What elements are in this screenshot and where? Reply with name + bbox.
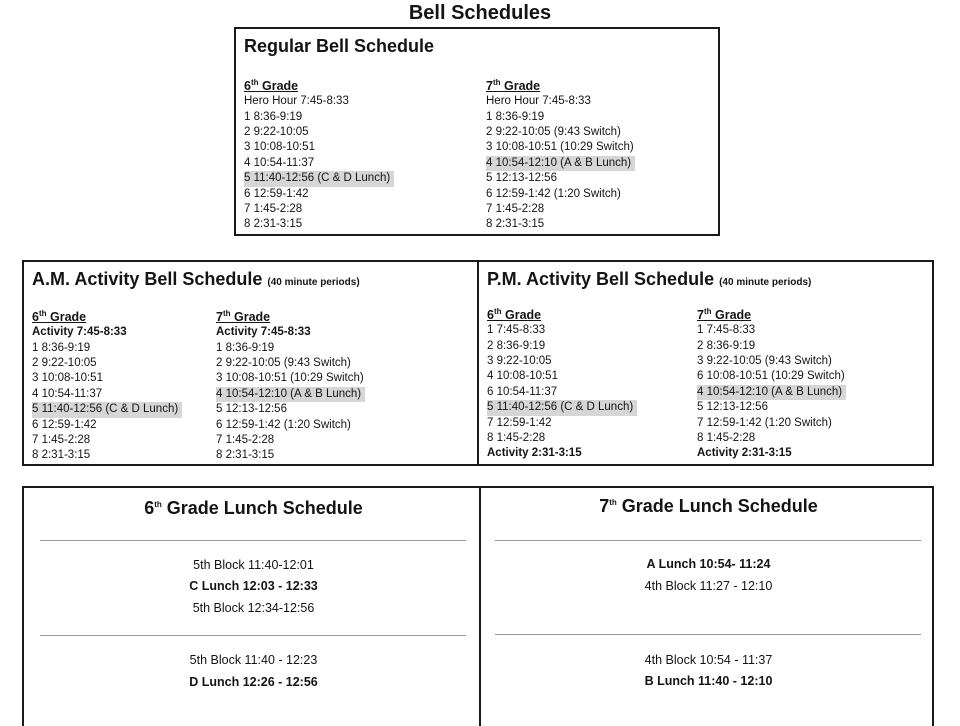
lunch7-row: 4th Block 11:27 - 12:10 (644, 579, 773, 593)
schedule-period-row: 4 10:54-11:37 (32, 387, 103, 400)
schedule-period-row: 2 9:22-10:05 (9:43 Switch) (486, 125, 621, 138)
schedule-period-row: 8 2:31-3:15 (486, 218, 545, 231)
schedule-period-row: 5 12:13-12:56 (216, 403, 287, 416)
grade-header: 7th Grade (697, 307, 752, 323)
regular-schedule-title: Regular Bell Schedule (244, 36, 435, 56)
schedule-period-row: 8 1:45-2:28 (697, 432, 756, 444)
regular-grade6-column (244, 75, 394, 233)
pm-activity-subtitle: (40 minute periods) (719, 277, 812, 288)
am-activity-subtitle: (40 minute periods) (267, 277, 360, 288)
regular-schedule-box (234, 27, 720, 236)
schedule-period-row: 1 8:36-9:19 (486, 110, 545, 123)
schedule-period-row: 2 9:22-10:05 (32, 356, 97, 369)
am-activity-title (32, 269, 360, 290)
schedule-period-row: 3 10:08-10:51 (10:29 Switch) (486, 141, 634, 154)
schedule-period-row: 5 11:40-12:56 (C & D Lunch) (487, 400, 637, 415)
schedule-period-row: 1 7:45-8:33 (697, 324, 756, 337)
schedule-period-row: 2 8:36-9:19 (487, 339, 546, 352)
lunch7-box (479, 486, 934, 726)
am-activity-title-text: A.M. Activity Bell Schedule (32, 269, 263, 289)
grade-header: 6th Grade (244, 78, 299, 94)
schedule-period-row: Activity 7:45-8:33 (32, 326, 127, 339)
schedule-period-row: 4 10:54-12:10 (A & B Lunch) (697, 385, 846, 400)
schedule-period-row: 2 9:22-10:05 (9:43 Switch) (216, 356, 351, 369)
schedule-period-row: Hero Hour 7:45-8:33 (486, 95, 591, 108)
schedule-period-row: 5 12:13-12:56 (697, 401, 768, 414)
schedule-period-row: Activity 2:31-3:15 (697, 447, 792, 460)
schedule-period-row: 8 2:31-3:15 (244, 218, 303, 231)
pm-grade6-column (487, 304, 637, 462)
lunch6-divider-mid (40, 635, 466, 636)
schedule-period-row: 1 8:36-9:19 (244, 110, 303, 123)
schedule-period-row: 3 10:08-10:51 (10:29 Switch) (216, 372, 364, 385)
schedule-period-row: 4 10:54-12:10 (A & B Lunch) (216, 387, 365, 402)
schedule-period-row: 2 9:22-10:05 (244, 125, 309, 138)
am-grade7-column (216, 306, 365, 464)
lunch7-divider-mid (495, 634, 921, 635)
schedule-period-row: 6 12:59-1:42 (1:20 Switch) (486, 187, 621, 200)
schedule-period-row: 7 12:59-1:42 (487, 416, 552, 429)
lunch7-title-text: 7th Grade Lunch Schedule (599, 496, 818, 516)
schedule-period-row: 4 10:54-11:37 (244, 156, 315, 169)
lunch6-title-text: 6th Grade Lunch Schedule (144, 498, 363, 518)
pm-grade7-column (697, 304, 846, 462)
schedule-period-row: 3 10:08-10:51 (244, 141, 315, 154)
lunch6-row: 5th Block 11:40-12:01 (193, 558, 314, 572)
schedule-period-row: 1 8:36-9:19 (32, 341, 91, 354)
page-title: Bell Schedules (408, 2, 552, 24)
regular-grade7-column (486, 75, 635, 233)
grade-header: 7th Grade (486, 78, 541, 94)
schedule-period-row: 6 10:54-11:37 (487, 385, 558, 398)
schedule-period-row: 4 10:54-12:10 (A & B Lunch) (486, 156, 635, 171)
lunch6-row: D Lunch 12:26 - 12:56 (189, 675, 318, 689)
schedule-period-row: 8 1:45-2:28 (487, 432, 546, 444)
lunch7-row: 4th Block 10:54 - 11:37 (644, 653, 773, 667)
schedule-period-row: 3 9:22-10:05 (487, 354, 552, 367)
lunch6-title (24, 498, 483, 519)
schedule-period-row: 7 1:45-2:28 (244, 203, 303, 215)
schedule-period-row: 1 7:45-8:33 (487, 324, 546, 337)
schedule-period-row: 6 10:08-10:51 (10:29 Switch) (697, 370, 845, 383)
schedule-period-row: 7 1:45-2:28 (32, 434, 91, 446)
pm-activity-title (487, 269, 811, 290)
lunch7-row: B Lunch 11:40 - 12:10 (644, 674, 773, 688)
grade-header: 7th Grade (216, 309, 271, 325)
lunch6-row: C Lunch 12:03 - 12:33 (189, 579, 318, 593)
am-grade6-column (32, 306, 182, 464)
schedule-period-row: 6 12:59-1:42 (32, 418, 97, 431)
lunch6-row: 5th Block 12:34-12:56 (192, 601, 315, 615)
schedule-period-row: Activity 7:45-8:33 (216, 326, 311, 339)
pm-activity-title-text: P.M. Activity Bell Schedule (487, 269, 715, 289)
schedule-period-row: 6 12:59-1:42 (244, 187, 309, 200)
schedule-period-row: 5 11:40-12:56 (C & D Lunch) (244, 171, 394, 186)
pm-activity-box (477, 260, 934, 466)
schedule-period-row: 1 8:36-9:19 (216, 341, 275, 354)
schedule-period-row: 4 10:08-10:51 (487, 370, 558, 383)
lunch6-box (22, 486, 481, 726)
schedule-period-row: 5 11:40-12:56 (C & D Lunch) (32, 402, 182, 417)
schedule-period-row: 3 10:08-10:51 (32, 372, 103, 385)
lunch6-divider-top (40, 540, 466, 541)
schedule-period-row: 7 1:45-2:28 (486, 203, 545, 215)
lunch6-row: 5th Block 11:40 - 12:23 (189, 653, 318, 667)
lunch7-title (481, 496, 936, 517)
lunch7-row: A Lunch 10:54- 11:24 (646, 557, 771, 571)
schedule-period-row: 3 9:22-10:05 (9:43 Switch) (697, 354, 832, 367)
schedule-period-row: 8 2:31-3:15 (32, 449, 91, 462)
am-activity-box (22, 260, 479, 466)
schedule-period-row: 5 12:13-12:56 (486, 172, 557, 185)
grade-header: 6th Grade (487, 307, 542, 323)
schedule-period-row: 8 2:31-3:15 (216, 449, 275, 462)
schedule-period-row: Hero Hour 7:45-8:33 (244, 95, 349, 108)
schedule-period-row: 6 12:59-1:42 (1:20 Switch) (216, 418, 351, 431)
schedule-period-row: Activity 2:31-3:15 (487, 447, 582, 460)
schedule-period-row: 7 12:59-1:42 (1:20 Switch) (697, 416, 832, 429)
schedule-period-row: 7 1:45-2:28 (216, 434, 275, 446)
grade-header: 6th Grade (32, 309, 87, 325)
lunch7-divider-top (495, 540, 921, 541)
schedule-period-row: 2 8:36-9:19 (697, 339, 756, 352)
